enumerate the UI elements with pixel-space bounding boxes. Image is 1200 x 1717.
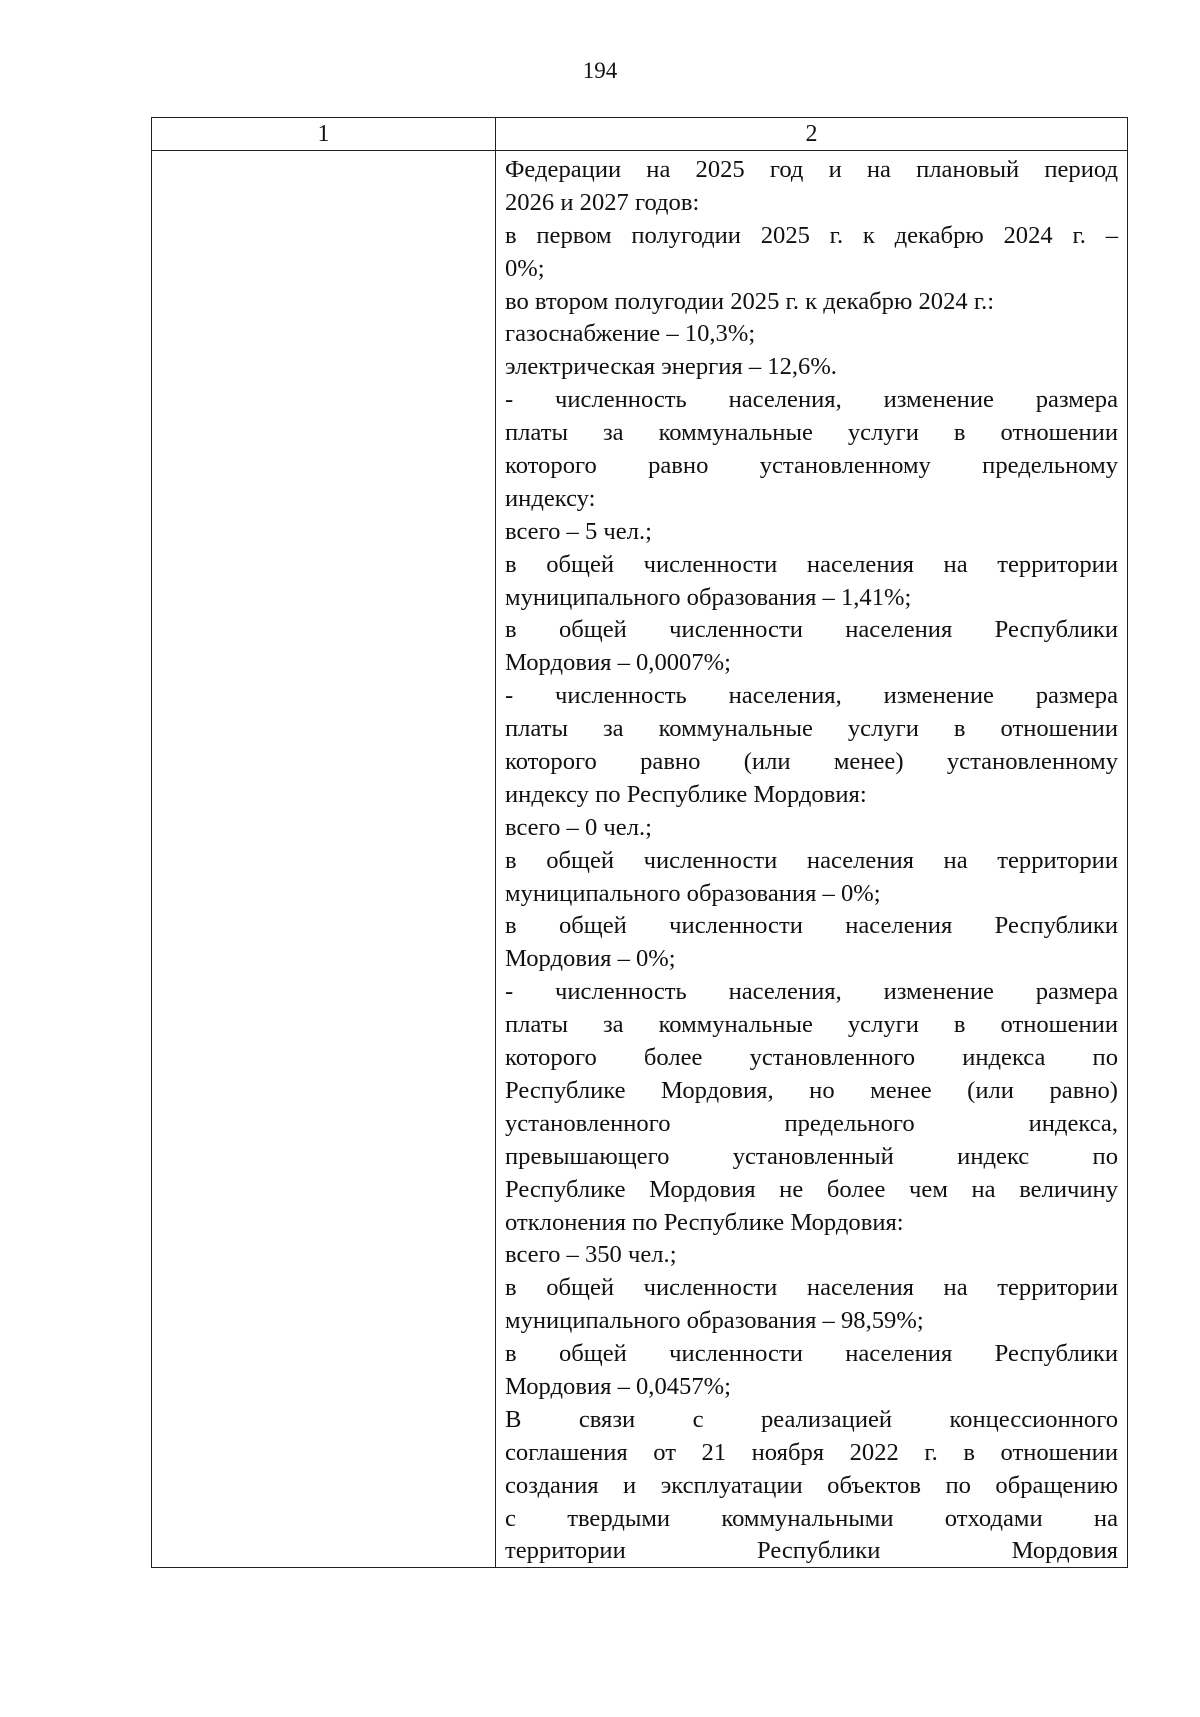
- text-line: 0%;: [505, 254, 545, 282]
- text-line: в общей численности населения на территории: [505, 550, 1118, 578]
- text-line: которого равно установленному предельному: [505, 452, 1118, 480]
- text-line: в общей численности населения на территории: [505, 846, 1118, 874]
- text-line: соглашения от 21 ноября 2022 г. в отношении: [505, 1438, 1118, 1466]
- table-header-col-2: 2: [805, 120, 818, 147]
- document-table: [151, 117, 1128, 1568]
- text-line: - численность населения, изменение размера: [505, 978, 1118, 1006]
- text-line: в общей численности населения Республики: [505, 616, 1118, 644]
- text-line: в первом полугодии 2025 г. к декабрю 2024 г. –: [505, 221, 1118, 249]
- text-line: муниципального образования – 98,59%;: [505, 1307, 924, 1335]
- text-line: Мордовия – 0,0457%;: [505, 1372, 731, 1400]
- text-line: с твердыми коммунальными отходами на: [505, 1504, 1118, 1532]
- text-line: платы за коммунальные услуги в отношении: [505, 715, 1118, 743]
- table-header-col-1: 1: [152, 118, 496, 150]
- text-line: муниципального образования – 0%;: [505, 879, 881, 907]
- table-cell-col-2: [505, 154, 1118, 1568]
- text-line: всего – 350 чел.;: [505, 1241, 677, 1269]
- text-line: Республике Мордовия, но менее (или равно): [505, 1076, 1118, 1104]
- text-line: во втором полугодии 2025 г. к декабрю 2024 г.:: [505, 287, 995, 315]
- text-line: превышающего установленный индекс по: [505, 1142, 1118, 1170]
- text-line: установленного предельного индекса,: [505, 1109, 1118, 1137]
- text-line: электрическая энергия – 12,6%.: [505, 353, 837, 381]
- text-line: Федерации на 2025 год и на плановый период: [505, 156, 1118, 183]
- text-line: территории Республики Мордовия: [505, 1537, 1118, 1565]
- text-line: отклонения по Республике Мордовия:: [505, 1208, 904, 1236]
- text-line: - численность населения, изменение размера: [505, 386, 1118, 414]
- text-line: платы за коммунальные услуги в отношении: [505, 1011, 1118, 1039]
- text-line: муниципального образования – 1,41%;: [505, 583, 912, 611]
- text-line: всего – 5 чел.;: [505, 517, 652, 545]
- column-divider: [495, 151, 496, 1567]
- text-line: в общей численности населения Республики: [505, 1340, 1118, 1368]
- text-line: Мордовия – 0%;: [505, 945, 676, 973]
- text-line: всего – 0 чел.;: [505, 813, 652, 841]
- text-line: индексу:: [505, 484, 596, 512]
- text-line: индексу по Республике Мордовия:: [505, 780, 867, 808]
- text-line: которого более установленного индекса по: [505, 1044, 1118, 1072]
- text-line: - численность населения, изменение размера: [505, 682, 1118, 710]
- table-header-row: [152, 118, 1127, 151]
- text-line: Республике Мордовия не более чем на величину: [505, 1175, 1118, 1203]
- text-line: которого равно (или менее) установленному: [505, 748, 1118, 776]
- text-line: в общей численности населения Республики: [505, 912, 1118, 940]
- text-line: платы за коммунальные услуги в отношении: [505, 419, 1118, 447]
- text-line: газоснабжение – 10,3%;: [505, 320, 756, 348]
- text-line: Мордовия – 0,0007%;: [505, 649, 731, 677]
- text-line: 2026 и 2027 годов:: [505, 188, 700, 216]
- page-number: 194: [582, 58, 618, 83]
- text-line: создания и эксплуатации объектов по обращению: [505, 1471, 1118, 1499]
- text-line: В связи с реализацией концессионного: [505, 1405, 1118, 1433]
- text-line: в общей численности населения на территории: [505, 1274, 1118, 1302]
